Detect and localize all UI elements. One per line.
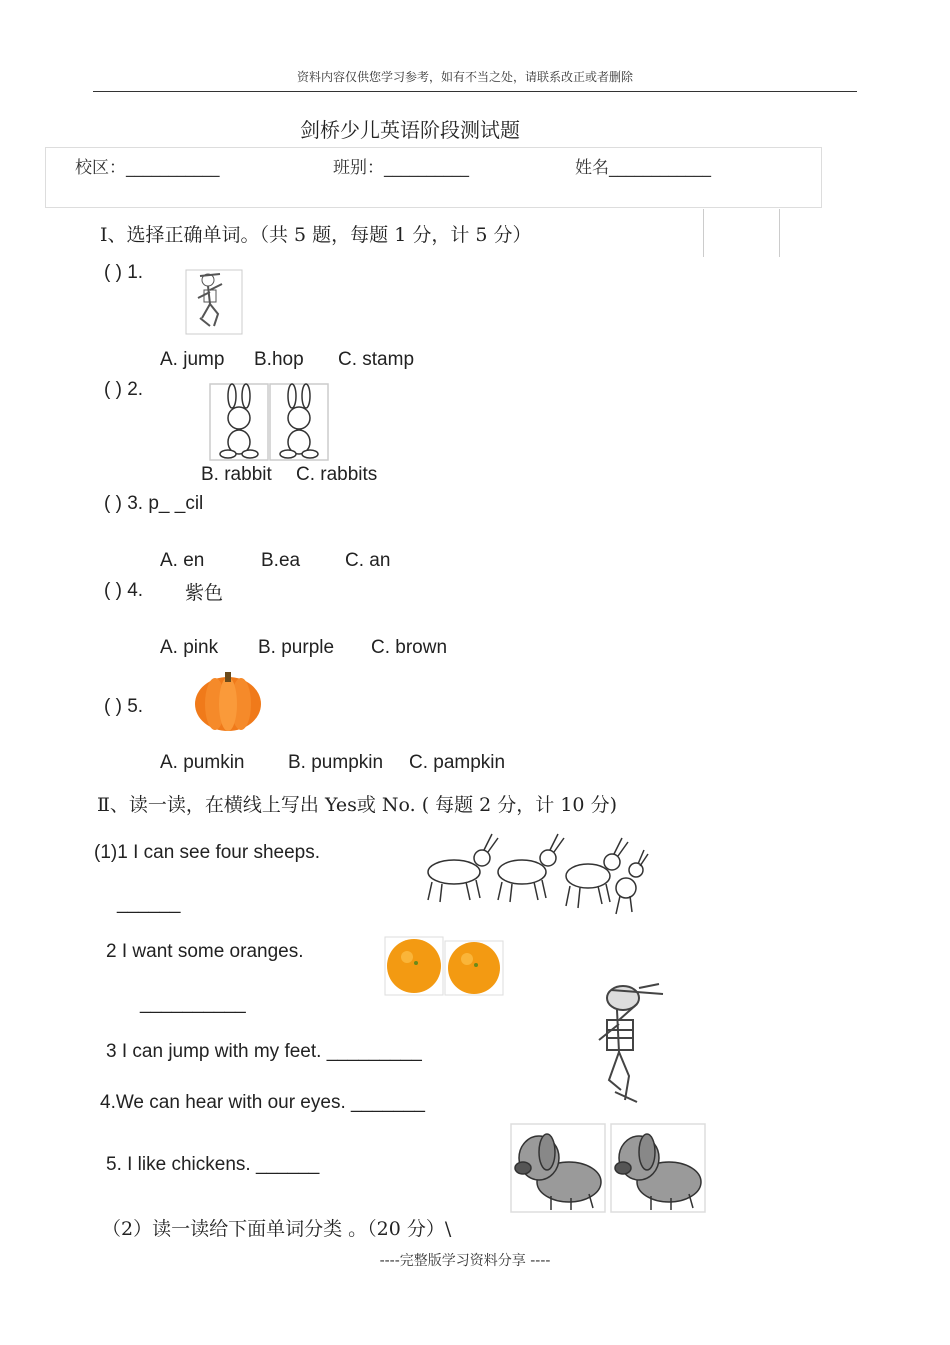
q1-option-b[interactable]: B.hop	[254, 349, 304, 370]
item3-text: 3 I can jump with my feet. _________	[106, 1041, 422, 1062]
q3-option-b[interactable]: B.ea	[261, 550, 301, 571]
q1-option-c[interactable]: C. stamp	[338, 349, 415, 370]
item2-text: 2 I want some oranges.	[106, 941, 304, 962]
campus-field[interactable]: 校区：___________	[75, 158, 220, 178]
q5-option-b[interactable]: B. pumpkin	[288, 752, 384, 773]
item4-text: 4.We can hear with our eyes. _______	[100, 1092, 425, 1113]
q4-word: 紫色	[185, 582, 224, 604]
q5-option-a[interactable]: A. pumkin	[160, 752, 245, 773]
document-title: 剑桥少儿英语阶段测试题	[300, 118, 520, 142]
q3-option-a[interactable]: A. en	[160, 550, 205, 571]
q3-option-c[interactable]: C. an	[345, 550, 391, 571]
two-oranges-icon	[385, 937, 503, 995]
item5-text: 5. I like chickens. ______	[106, 1154, 320, 1175]
q4-stem: ( ) 4.	[104, 580, 144, 601]
item2-blank[interactable]: __________	[140, 993, 246, 1014]
two-dogs-icon	[511, 1124, 707, 1212]
q1-stem: ( ) 1.	[104, 262, 144, 283]
section1-heading: Ⅰ、选择正确单词。（共 5 题，每题 1 分，计 5 分）	[100, 224, 532, 246]
header-rule	[93, 91, 857, 92]
four-goats-icon	[418, 832, 650, 916]
q1-option-a[interactable]: A. jump	[160, 349, 225, 370]
section2-heading: Ⅱ、读一读，在横线上写出 Yes或 No. ( 每题 2 分，计 10 分)	[97, 794, 617, 816]
q2-option-c[interactable]: C. rabbits	[296, 464, 378, 485]
q2-option-b[interactable]: B. rabbit	[201, 464, 272, 485]
q4-option-a[interactable]: A. pink	[160, 637, 219, 658]
q2-stem: ( ) 2.	[104, 379, 144, 400]
hopping-boy-icon	[186, 270, 242, 334]
footer-note: ----完整版学习资料分享 ----	[379, 1253, 551, 1269]
class-field[interactable]: 班别：__________	[333, 158, 469, 178]
q5-stem: ( ) 5.	[104, 696, 144, 717]
item1-blank[interactable]: ______	[117, 893, 181, 914]
q4-option-b[interactable]: B. purple	[258, 637, 335, 658]
section2-subheading: （2）读一读给下面单词分类 。（20 分）\	[102, 1218, 452, 1240]
divider-line	[779, 209, 780, 257]
jumping-boy-icon	[585, 980, 669, 1112]
pumpkin-icon	[193, 668, 263, 732]
item1-text: (1)1 I can see four sheeps.	[94, 842, 321, 863]
q3-stem: ( ) 3. p_ _cil	[104, 493, 204, 514]
divider-line	[703, 209, 704, 257]
q4-option-c[interactable]: C. brown	[371, 637, 448, 658]
name-field[interactable]: 姓名____________	[575, 158, 711, 178]
header-note: 资料内容仅供您学习参考，如有不当之处，请联系改正或者删除	[296, 70, 633, 84]
two-rabbits-icon	[210, 384, 330, 460]
q5-option-c[interactable]: C. pampkin	[409, 752, 506, 773]
